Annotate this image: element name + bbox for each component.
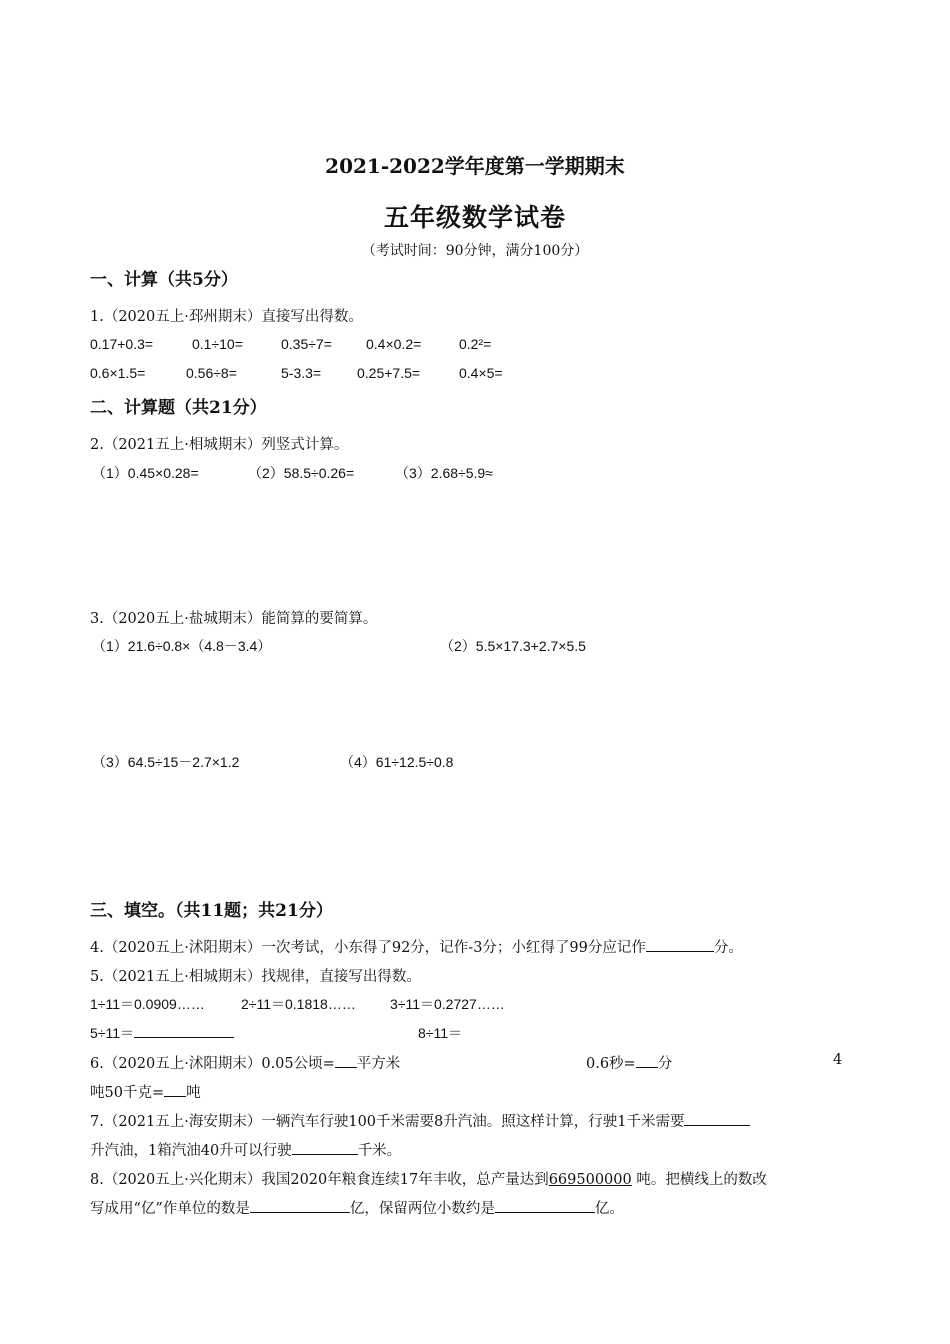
q6-line-a (90, 1052, 400, 1073)
q8-blank-2[interactable] (495, 1198, 595, 1213)
q6-unit-b: 分 (657, 1056, 673, 1072)
q1-r2-c5: 0.4×5= (459, 365, 503, 381)
q6-unit-a: 平方米 (356, 1056, 401, 1072)
q4-line (90, 936, 743, 957)
q3-item-2: （2）5.5×17.3+2.7×5.5 (440, 638, 586, 654)
q1-r1-c5: 0.2²= (459, 336, 492, 352)
q2-item-1: （1）0.45×0.28= (92, 465, 199, 481)
q1-r1-c4: 0.4×0.2= (366, 336, 422, 352)
q3-stem: 3.（2020五上·盐城期末）能简算的要简算。 (90, 611, 378, 627)
q4-unit: 分。 (713, 940, 743, 956)
q8-text-d: 亿，保留两位小数约是 (349, 1201, 495, 1217)
q6-text-b: 0.6秒= (586, 1056, 636, 1072)
q7-text-c: 千米。 (357, 1143, 402, 1159)
q7-text-b: 升汽油，1箱汽油40升可以行驶 (90, 1143, 292, 1159)
q4-text: 4.（2020五上·沭阳期末）一次考试，小东得了92分，记作-3分；小红得了99分应记作 (90, 940, 646, 956)
q5-pattern-3: 3÷11＝0.2727…… (390, 996, 505, 1012)
exam-title: 五年级数学试卷 (383, 203, 566, 232)
q2-item-3: （3）2.68÷5.9≈ (395, 465, 493, 481)
q1-r1-c1: 0.17+0.3= (90, 336, 154, 352)
q3-item-1: （1）21.6÷0.8×（4.8－3.4） (92, 638, 272, 654)
q8-text-e: 亿。 (594, 1201, 624, 1217)
q8-underlined-number: 669500000 (548, 1172, 632, 1188)
section-3-heading: 三、填空。（共11题；共21分） (90, 901, 333, 921)
q5-stem: 5.（2021五上·相城期末）找规律，直接写出得数。 (90, 969, 421, 985)
q1-r1-c2: 0.1÷10= (192, 336, 243, 352)
q6-text-c: 4 (833, 1052, 843, 1068)
q1-r2-c3: 5-3.3= (281, 365, 322, 381)
exam-year-title: 2021-2022学年度第一学期期末 (325, 154, 625, 178)
q8-line-b (90, 1197, 624, 1218)
q5-item-5: 5÷11＝ (90, 1025, 135, 1041)
q1-stem: 1.（2020五上·邳州期末）直接写出得数。 (90, 309, 363, 325)
q1-r2-c2: 0.56÷8= (186, 365, 237, 381)
q5-pattern-1: 1÷11＝0.0909…… (90, 996, 205, 1012)
q8-line-a (90, 1168, 767, 1189)
section-1-heading: 一、计算（共5分） (90, 270, 238, 290)
q2-item-2: （2）58.5÷0.26= (248, 465, 355, 481)
q6-blank-1[interactable] (335, 1053, 357, 1068)
q5-row2-left (90, 1023, 234, 1043)
q8-text-c: 写成用“亿”作单位的数是 (90, 1201, 250, 1217)
q1-r1-c3: 0.35÷7= (281, 336, 332, 352)
q7-blank-2[interactable] (292, 1140, 358, 1155)
exam-time-note: （考试时间：90分钟，满分100分） (361, 243, 589, 259)
q5-pattern-2: 2÷11＝0.1818…… (241, 996, 356, 1012)
q7-line-b (90, 1139, 401, 1160)
q6-line-c (90, 1081, 201, 1102)
q7-line-a (90, 1110, 750, 1131)
q6-text-d: 吨50千克= (90, 1085, 165, 1101)
q1-r2-c4: 0.25+7.5= (357, 365, 421, 381)
q1-r2-c1: 0.6×1.5= (90, 365, 146, 381)
q8-blank-1[interactable] (250, 1198, 350, 1213)
q7-text-a: 7.（2021五上·海安期末）一辆汽车行驶100千米需要8升汽油。照这样计算，行驶1千米需要 (90, 1114, 685, 1130)
q8-text-b: 吨。把横线上的数改 (636, 1172, 767, 1188)
q6-blank-3[interactable] (164, 1082, 186, 1097)
q6-text-a: 6.（2020五上·沭阳期末）0.05公顷= (90, 1056, 335, 1072)
q8-text-a: 8.（2020五上·兴化期末）我国2020年粮食连续17年丰收，总产量达到 (90, 1172, 549, 1188)
q7-blank-1[interactable] (684, 1111, 750, 1126)
q5-answer-blank[interactable] (134, 1023, 234, 1038)
section-2-heading: 二、计算题（共21分） (90, 398, 267, 418)
q6-unit-c: 吨 (186, 1085, 201, 1101)
q2-stem: 2.（2021五上·相城期末）列竖式计算。 (90, 437, 349, 453)
q3-item-4: （4）61÷12.5÷0.8 (340, 754, 454, 770)
q4-answer-blank[interactable] (646, 937, 714, 952)
q3-item-3: （3）64.5÷15－2.7×1.2 (92, 754, 240, 770)
q5-item-8: 8÷11＝ (418, 1025, 463, 1041)
q6-line-b (586, 1052, 672, 1073)
q6-blank-2[interactable] (636, 1053, 658, 1068)
